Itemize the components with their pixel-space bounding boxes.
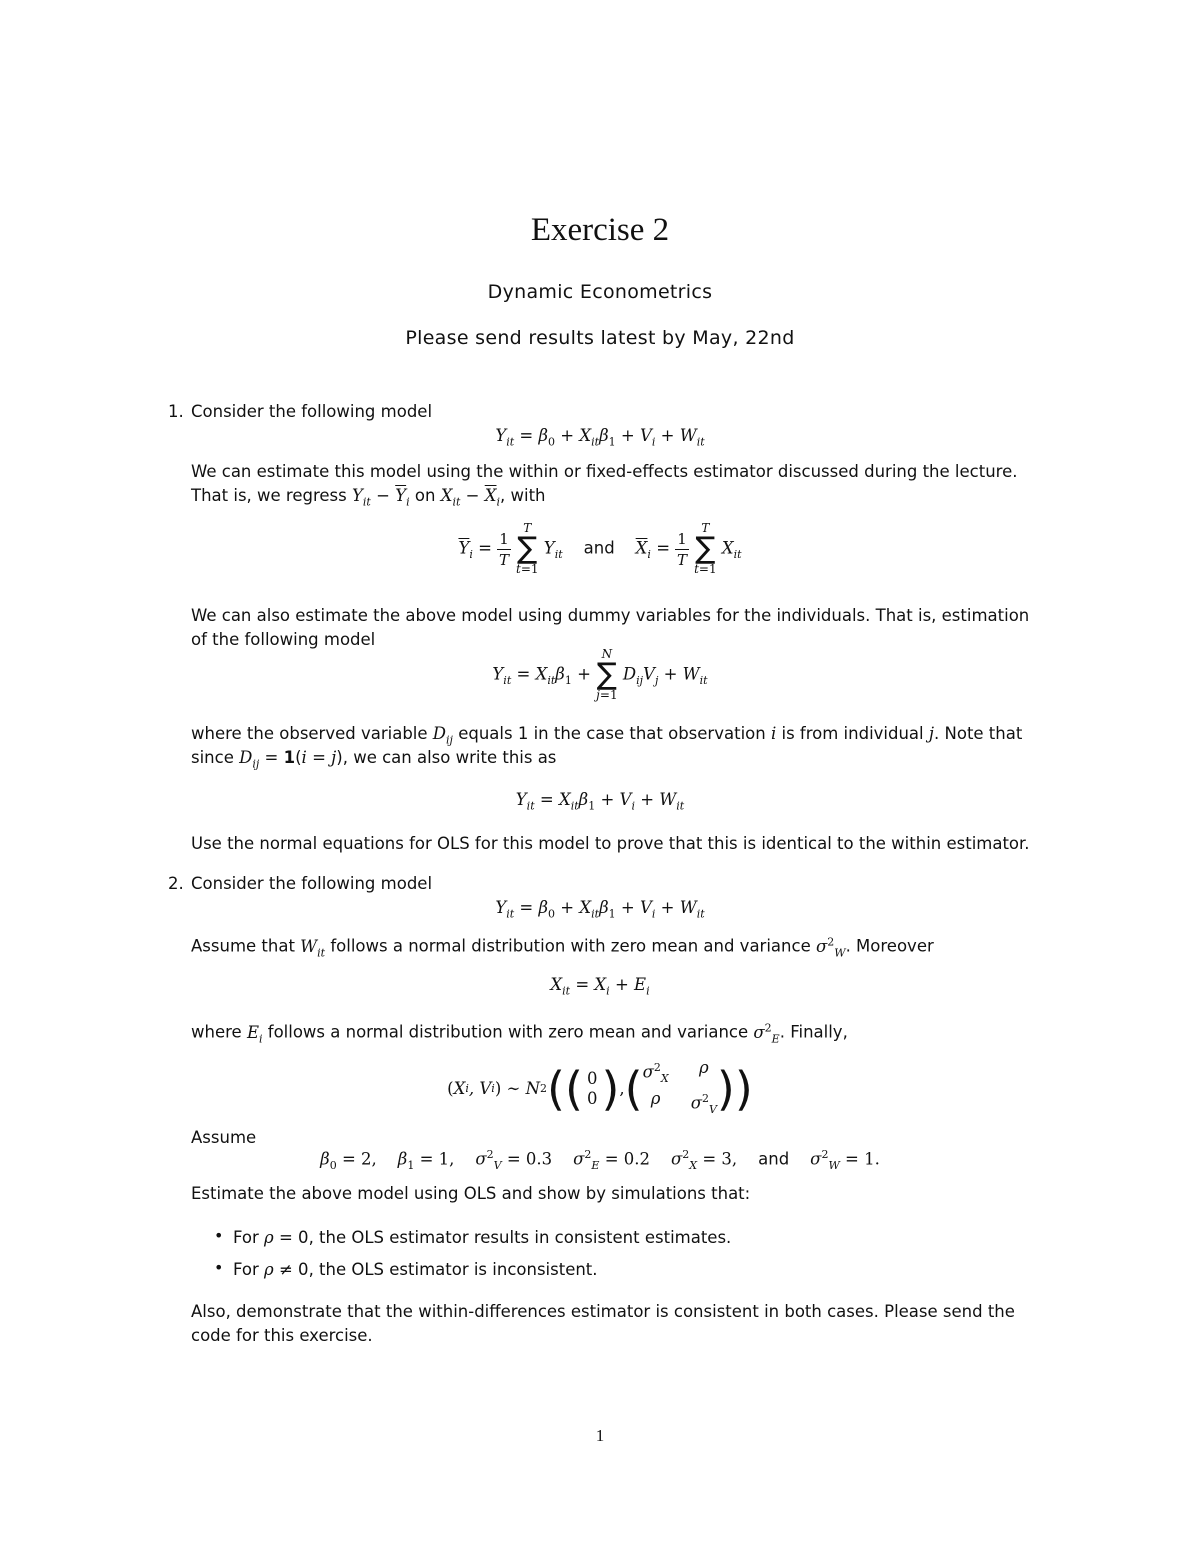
deadline-line: Please send results latest by May, 22nd [405, 327, 795, 349]
q1-para2-line2: of the following model [191, 630, 376, 649]
q1-dummy-model-equation: $Y_{it} = X_{it}\beta_1$ + N ∑ j=1 $D_{ij}V_j + W_{it}$ [492, 647, 708, 702]
q1-para3-text-d: . Note that [934, 724, 1023, 743]
q1-means-equation: $\overline{Y}_i$ = $\frac{1}{T}$ T ∑ t=1 $Y_{it}$ and $\overline{X}_i$ = $\frac{1}{T}$ T ∑ t=1 $X_{it}$ [458, 521, 742, 576]
bullet-1-marker: • [214, 1226, 224, 1245]
q1-para3-line1: where the observed variable $D_{ij}$ equals 1 in the case that observation i is from individual j. Note that [191, 724, 1023, 747]
q2-assume-text-a: Assume that [191, 936, 295, 956]
q2-bullet-2-text-a: For [233, 1260, 259, 1279]
q1-para1-text-a: That is, we regress [191, 486, 347, 505]
q2-estimate-line: Estimate the above model using OLS and show by simulations that: [191, 1184, 751, 1203]
q2-finally-text: . Finally, [779, 1022, 848, 1042]
q1-number: 1. [168, 402, 184, 421]
q2-bullet-2-text-b: , the OLS estimator is inconsistent. [308, 1260, 598, 1279]
q2-also-line1: Also, demonstrate that the within-differences estimator is consistent in both cases. Please send the [191, 1302, 1015, 1321]
q1-para3-text-e: since [191, 748, 234, 767]
q1-para1-text-on: on [414, 486, 436, 505]
q1-para3-text-b: equals 1 in the case that observation [458, 724, 766, 743]
q1-rewritten-equation: $Y_{it} = X_{it}\beta_1 + V_i + W_{it}$ [515, 790, 685, 813]
q2-where-text-a: where [191, 1022, 242, 1042]
q1-para3-text-c: is from individual [781, 724, 924, 743]
q2-bullet-1-text-b: , the OLS estimator results in consistent estimates. [308, 1228, 732, 1247]
document-subtitle: Dynamic Econometrics [487, 281, 713, 303]
q2-number: 2. [168, 874, 184, 893]
q2-joint-distribution-equation: ( X i , V i ) ∼ N 2 ( ( 0 0 ) , ( $\sigma^2_X$ ρ ρ $\sigma^2_V$ ) ) [447, 1058, 753, 1116]
document-title: Exercise 2 [530, 212, 670, 248]
q1-para1-line2: That is, we regress $Y_{it} - \overline{Y}_i$ on $X_{it} - \overline{X}_i$, with [191, 486, 546, 509]
q1-para4: Use the normal equations for OLS for this model to prove that this is identical to the within estimator. [191, 834, 1030, 853]
q1-para3-text-f: , we can also write this as [342, 748, 557, 767]
q2-params-and: and [758, 1149, 790, 1169]
q2-bullet-1-text-a: For [233, 1228, 259, 1247]
q2-x-equation: $X_{it} = X_i + E_i$ [550, 975, 650, 998]
q2-model-equation: $Y_{it} = \beta_0 + X_{it}\beta_1 + V_i + W_{it}$ [495, 898, 705, 921]
q2-assume-text-b: follows a normal distribution with zero mean and variance [330, 936, 811, 956]
q1-para1-line1: We can estimate this model using the within or fixed-effects estimator discussed during the lecture. [191, 462, 1018, 481]
page-number: 1 [595, 1426, 605, 1445]
q1-means-and: and [583, 538, 615, 558]
q2-intro: Consider the following model [191, 874, 433, 893]
q1-para3-text-a: where the observed variable [191, 724, 428, 743]
q2-where-text-b: follows a normal distribution with zero mean and variance [267, 1022, 749, 1042]
q2-also-line2: code for this exercise. [191, 1326, 373, 1345]
q2-bullet-2: For ρ ≠ 0, the OLS estimator is inconsistent. [233, 1260, 598, 1279]
q2-assume-word: Assume [191, 1128, 257, 1147]
q1-para1-text-with: with [510, 486, 546, 505]
q2-bullet-1: For ρ = 0, the OLS estimator results in consistent estimates. [233, 1228, 732, 1247]
bullet-2-marker: • [214, 1258, 224, 1277]
q2-parameters-equation: $\beta_0 = 2$, $\beta_1 = 1$, $\sigma^2_V = 0.3$ $\sigma^2_E = 0.2$ $\sigma^2_X = 3$, and $\sigma^2_W = 1$. [320, 1148, 880, 1172]
q1-model-equation: $Y_{it} = \beta_0 + X_{it}\beta_1 + V_i + W_{it}$ [495, 426, 705, 449]
q2-where-line: where $E_i$ follows a normal distribution with zero mean and variance $\sigma^2_E$. Finally, [191, 1021, 848, 1045]
q1-para2-line1: We can also estimate the above model using dummy variables for the individuals. That is, estimation [191, 606, 1030, 625]
q1-intro: Consider the following model [191, 402, 433, 421]
q1-para3-line2: since $D_{ij} = 1(i = j)$, we can also write this as [191, 748, 557, 771]
q2-assume-line: Assume that $W_{it}$ follows a normal distribution with zero mean and variance $\sigma^2_W$. Moreover [191, 935, 934, 959]
q2-moreover-text: . Moreover [845, 936, 934, 956]
